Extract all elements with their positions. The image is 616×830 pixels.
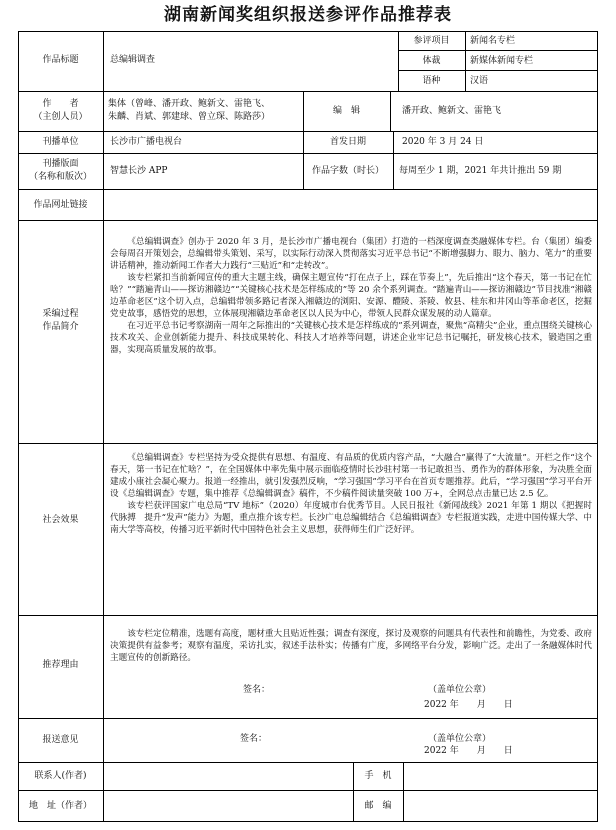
value-award-item: 新闻名专栏 [470,36,516,46]
col-divider [403,762,404,822]
opinion-date: 2022 年 月 日 [424,746,513,756]
row-divider [18,762,598,763]
process-paragraph: 在习近平总书记考察湖南一周年之际推出的“关键核心技术是怎样练成的”系列调查，聚焦“高精尖”企业，重点围绕关键核心技术攻关、企业创新能力提升、科技成果转化、科技人才培养等问题，讲述企业牢记总书记嘱托，研发核心技术，锻造国之重器，实现高质量发展的故事。 [110,321,592,355]
value-author-line1: 集体（曾峰、潘开政、鲍新文、雷艳飞、 [108,99,271,109]
row-divider [398,50,598,51]
row-divider [18,91,598,92]
col-divider [465,31,466,91]
reason-text [110,628,592,664]
row-divider [18,220,598,221]
row-divider [18,131,598,132]
effect-paragraph: 《总编辑调查》专栏坚持为受众提供有思想、有温度、有品质的优质内容产品，“大融合”赢得了“大流量”。开栏之作“这个春天，第一书记在忙啥？”，在全国媒体中率先集中展示面临疫情时长沙驻村第一书记敢担当、勇作为的群体形象，为决胜全面建成小康社会凝心聚力。报道一经推出，就引发强烈反响，“学习强国”学习平台在首页专题推荐。此后，“学习强国”学习平台开设《总编辑调查》专题，集中推荐《总编辑调查》稿件，不少稿件阅读量突破 100 万+，全网总点击量已达 2.5 亿。 [110,453,592,499]
row-divider [18,718,598,719]
reason-paragraph: 该专栏定位精准，选题有高度，题材重大且贴近性强；调查有深度，探讨及观察的问题具有代表性和前瞻性，为党委、政府决策提供有益参考；观察有温度，采访扎实，叙述手法朴实；传播有广度，多网络平台分发，影响广泛。走出了一条融媒体时代主题宣传的创新路径。 [110,629,592,663]
label-postcode: 邮 编 [364,801,392,811]
opinion-signature: 签名： [240,734,268,744]
label-author-sub: （主创人员） [33,112,88,122]
label-process: 采编过程 [42,309,79,319]
label-reason: 推荐理由 [42,660,79,670]
label-address: 地 址（作者） [28,801,92,811]
reason-date: 2022 年 月 日 [424,700,513,710]
form-title: 湖南新闻奖组织报送参评作品推荐表 [164,5,452,25]
row-divider [398,70,598,71]
label-publish-unit: 刊播单位 [42,137,79,147]
label-contact: 联系人(作者) [34,771,87,781]
value-language: 汉语 [470,76,489,86]
process-paragraph: 该专栏紧扣当前新闻宣传的重大主题主线，确保主题宣传“打在点子上，踩在节奏上”，先后推出“这个春天，第一书记在忙啥？”“踏遍青山——探访湘赣边”“关键核心技术是怎样练成的”等 20 余个系列调查。“踏遍青山——探访湘赣边”节目找准“湘赣边革命老区”这个切入点，总编辑带领多路记者深入湘赣边的浏阳、安源、醴陵、茶陵、攸县、桂东和井冈山等革命老区，挖掘党史故事，感悟党的思想，立体展现湘赣边革命老区以人民为中心，带领人民群众谋发展的动人篇章。 [110,273,592,319]
value-work-title: 总编辑调查 [110,55,156,65]
process-text [110,236,592,356]
label-pub-date: 首发日期 [329,137,366,147]
label-layout: 刊播版面 [42,159,79,169]
col-divider [103,31,104,762]
reason-signature: 签名： [243,685,271,695]
col-divider [390,91,391,131]
value-editor: 潘开政、鲍新文、雷艳飞 [402,106,502,116]
label-layout-sub: （名称和版次） [28,172,92,182]
label-effect: 社会效果 [42,515,79,525]
value-author-line2: 朱麟、肖斌、郭建球、曾立琛、陈路莎） [108,112,271,122]
reason-stamp: （盖单位公章） [428,685,492,695]
row-divider [18,790,598,791]
row-divider [18,443,598,444]
row-divider [18,189,598,190]
label-editor: 编 辑 [332,106,360,116]
label-work-title: 作品标题 [42,55,79,65]
label-award-item: 参评项目 [413,36,450,46]
label-process-sub: 作品简介 [42,322,79,332]
value-publish-unit: 长沙市广播电视台 [110,137,183,147]
effect-paragraph: 该专栏获评国家广电总局“TV 地标”（2020）年度城市台优秀节目。人民日报社《新闻战线》2021 年第 1 期以《把握时代脉搏 提升“发声”能力》为题，重点推介该专栏。长沙广电总编辑结合《总编辑调查》专栏报道实践，走进中国传媒大学、中南大学等高校，传播习近平新时代中国特色社会主义思想，获得师生们广泛好评。 [110,501,592,535]
row-divider [18,153,598,154]
value-word-count: 每周至少 1 期，2021 年共计推出 59 期 [399,166,562,176]
label-opinion: 报送意见 [42,735,79,745]
label-language: 语种 [422,76,441,86]
row-divider [18,615,598,616]
process-paragraph: 《总编辑调查》创办于 2020 年 3 月，是长沙市广播电视台（集团）打造的一档深度调查类融媒体专栏。台（集团）编委会每周召开策划会，总编辑带头策划、采写，以实际行动深入贯彻落实习近平总书记“不断增强脚力、眼力、脑力、笔力”的重要讲话精神，推动新闻工作者大力践行“三贴近”和“走转改”。 [110,237,592,271]
col-divider [103,762,104,822]
label-url: 作品网址链接 [33,200,88,210]
value-layout: 智慧长沙 APP [110,166,168,176]
label-phone: 手 机 [364,771,392,781]
effect-text [110,452,592,536]
value-pub-date: 2020 年 3 月 24 日 [402,137,484,147]
col-divider [393,131,394,189]
value-genre: 新媒体新闻专栏 [470,56,534,66]
opinion-stamp: （盖单位公章） [428,734,492,744]
label-genre: 体裁 [422,56,441,66]
label-author: 作 者 [42,99,79,109]
label-word-count: 作品字数（时长） [311,166,384,176]
